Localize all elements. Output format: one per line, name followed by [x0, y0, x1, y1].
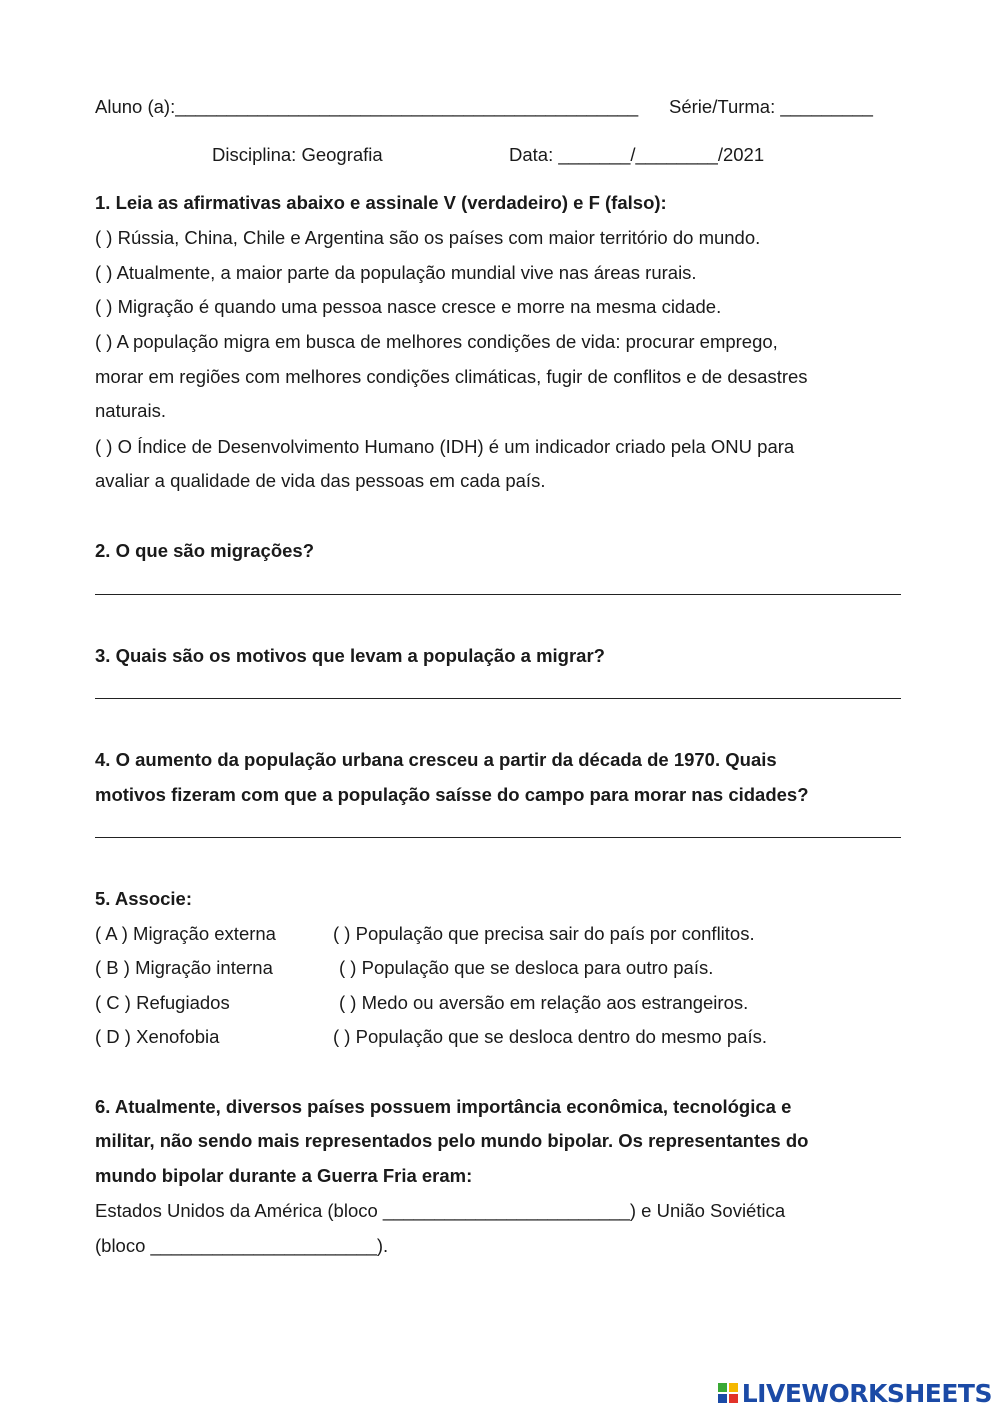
association-definition: ( ) Medo ou aversão em relação aos estrangeiros. — [339, 992, 749, 1013]
question-6-title-line2: militar, não sendo mais representados pelo mundo bipolar. Os representantes do — [95, 1130, 809, 1151]
q1-statement: ( ) Migração é quando uma pessoa nasce cresce e morre na mesma cidade. — [95, 296, 722, 317]
q1-statement-continuation: naturais. — [95, 400, 166, 421]
question-3-title: 3. Quais são os motivos que levam a população a migrar? — [95, 645, 605, 666]
association-term: ( C ) Refugiados — [95, 992, 230, 1013]
answer-line[interactable] — [95, 698, 901, 699]
answer-line[interactable] — [95, 594, 901, 595]
date-field: Data: _______/________/2021 — [509, 144, 765, 165]
q1-statement: ( ) A população migra em busca de melhores condições de vida: procurar emprego, — [95, 331, 778, 352]
association-definition: ( ) População que precisa sair do país por conflitos. — [333, 923, 755, 944]
question-2-title: 2. O que são migrações? — [95, 540, 314, 561]
question-6-answer-line2: (bloco ______________________). — [95, 1235, 389, 1256]
q1-statement: ( ) Rússia, China, Chile e Argentina são os países com maior território do mundo. — [95, 227, 761, 248]
answer-line[interactable] — [95, 837, 901, 838]
association-term: ( D ) Xenofobia — [95, 1026, 220, 1047]
logo-text: LIVEWORKSHEETS — [741, 1378, 992, 1408]
question-6-title-line3: mundo bipolar durante a Guerra Fria eram: — [95, 1165, 473, 1186]
q1-statement: ( ) Atualmente, a maior parte da população mundial vive nas áreas rurais. — [95, 262, 697, 283]
question-6-title: 6. Atualmente, diversos países possuem importância econômica, tecnológica e — [95, 1096, 792, 1117]
question-4-title: 4. O aumento da população urbana cresceu a partir da década de 1970. Quais — [95, 749, 777, 770]
question-6-answer-line1: Estados Unidos da América (bloco ________________________) e União Soviética — [95, 1200, 786, 1221]
association-term: ( A ) Migração externa — [95, 923, 276, 944]
association-term: ( B ) Migração interna — [95, 957, 273, 978]
subject-label: Disciplina: Geografia — [212, 144, 383, 165]
q1-statement: ( ) O Índice de Desenvolvimento Humano (IDH) é um indicador criado pela ONU para — [95, 436, 795, 457]
question-4-title-line2: motivos fizeram com que a população saísse do campo para morar nas cidades? — [95, 784, 809, 805]
question-1-title: 1. Leia as afirmativas abaixo e assinale V (verdadeiro) e F (falso): — [95, 192, 667, 213]
association-definition: ( ) População que se desloca dentro do mesmo país. — [333, 1026, 767, 1047]
q1-statement-continuation: morar em regiões com melhores condições climáticas, fugir de conflitos e de desastres — [95, 366, 808, 387]
liveworksheets-logo — [718, 1378, 992, 1408]
student-name-field: Aluno (a):_____________________________________________ — [95, 96, 639, 117]
association-definition: ( ) População que se desloca para outro país. — [339, 957, 714, 978]
question-5-title: 5. Associe: — [95, 888, 192, 909]
logo-squares-icon — [718, 1383, 738, 1403]
class-field: Série/Turma: _________ — [669, 96, 873, 117]
q1-statement-continuation: avaliar a qualidade de vida das pessoas em cada país. — [95, 470, 546, 491]
